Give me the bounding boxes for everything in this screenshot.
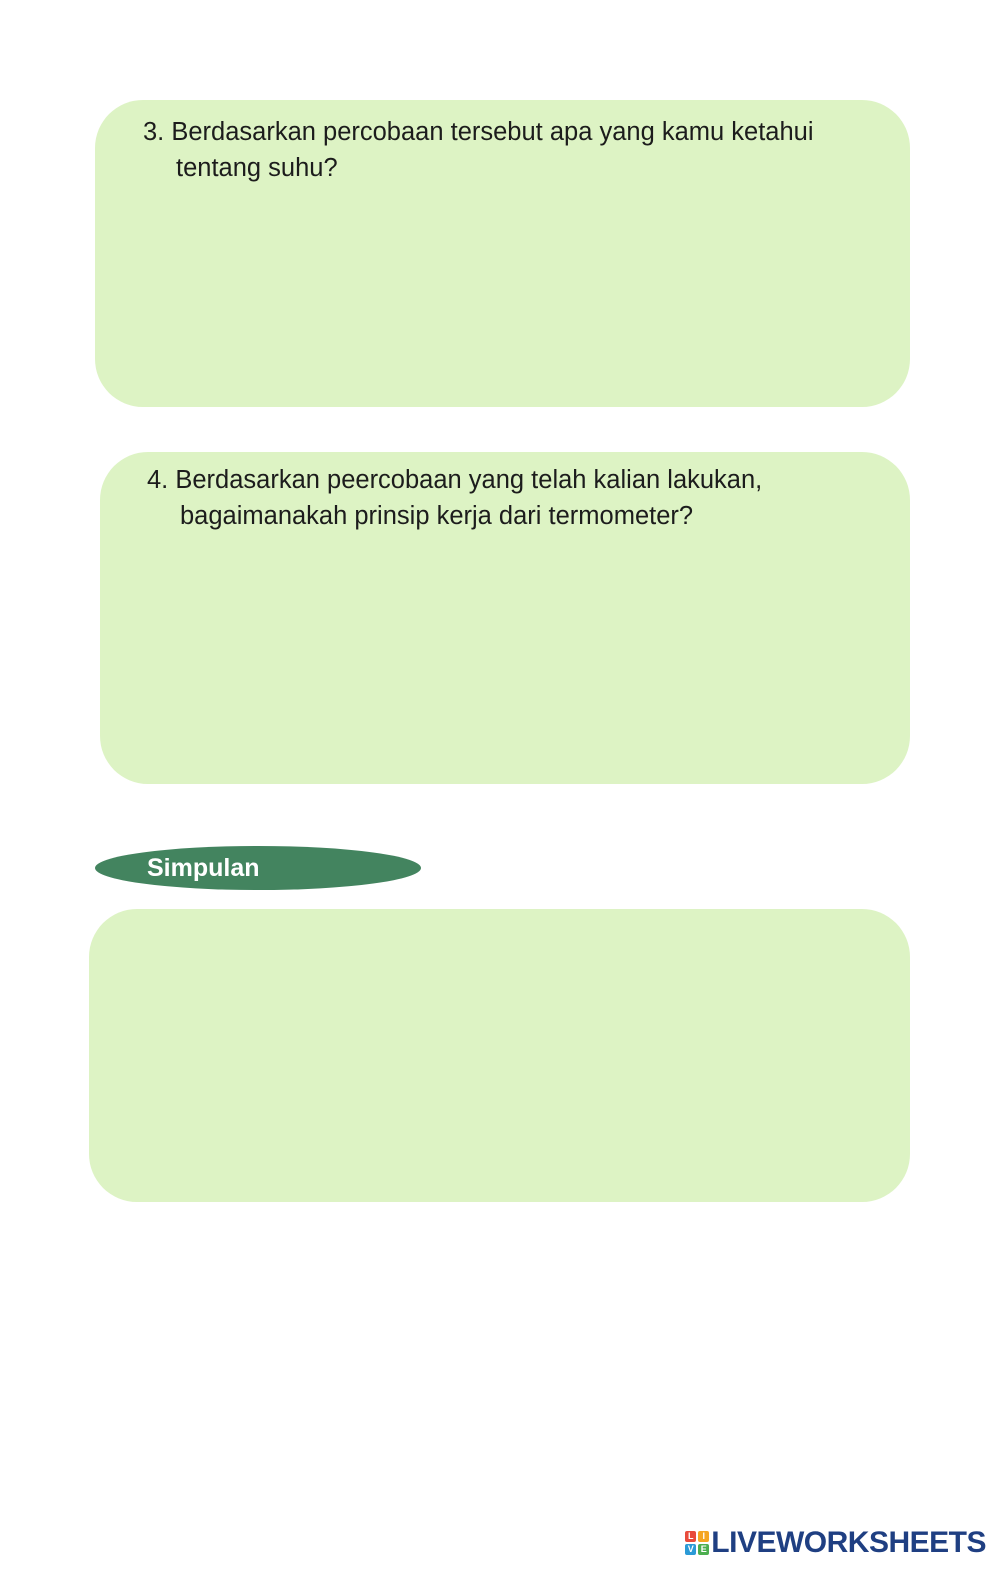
logo-cell-l: L [685, 1531, 696, 1542]
conclusion-header-label: Simpulan [147, 854, 260, 882]
conclusion-header-pill [95, 846, 421, 890]
question-4-line-1: 4. Berdasarkan peercobaan yang telah kalian lakukan, [147, 466, 763, 494]
logo-cell-e: E [698, 1544, 709, 1555]
question-4-line-2: bagaimanakah prinsip kerja dari termometer? [180, 502, 694, 530]
question-3-text [143, 114, 814, 186]
liveworksheets-wordmark: LIVEWORKSHEETS [711, 1526, 986, 1559]
answer-box-conclusion[interactable] [89, 909, 910, 1202]
logo-cell-i: I [698, 1531, 709, 1542]
question-3-line-1: 3. Berdasarkan percobaan tersebut apa yang kamu ketahui [143, 118, 814, 146]
liveworksheets-logo-icon [685, 1531, 709, 1555]
question-3-line-2: tentang suhu? [176, 154, 338, 182]
liveworksheets-watermark [685, 1526, 986, 1560]
question-4-text [147, 462, 762, 534]
logo-cell-v: V [685, 1544, 696, 1555]
